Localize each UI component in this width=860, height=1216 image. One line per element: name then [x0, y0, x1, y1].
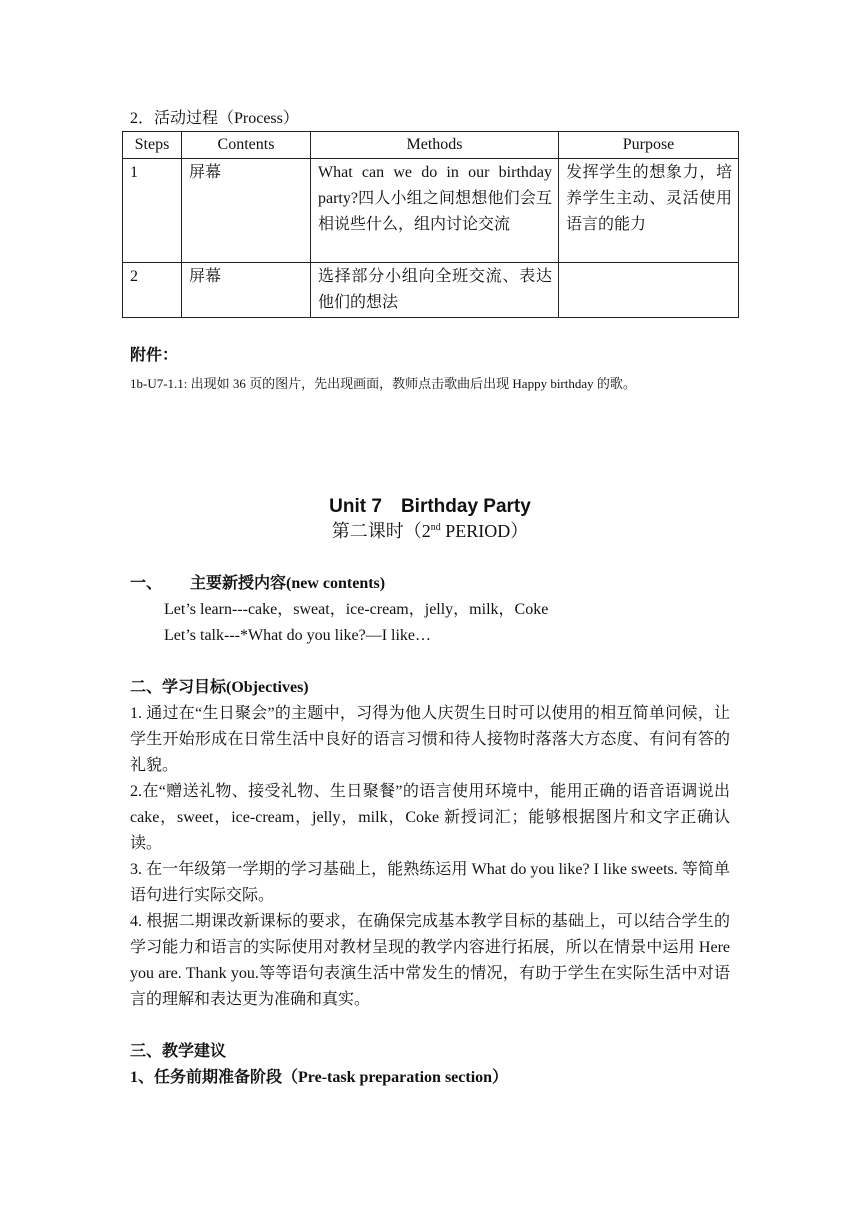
attachment-label: 附件：	[130, 347, 179, 364]
header-steps: Steps	[123, 132, 182, 159]
section1-line: Let’s learn---cake，sweat，ice-cream，jelly，milk，Coke	[164, 601, 549, 618]
cell-purpose: 发挥学生的想象力，培养学生主动、灵活使用语言的能力	[559, 159, 739, 263]
table-header-row	[123, 132, 739, 159]
subtitle-pre: 第二课时（2	[331, 521, 431, 541]
table-row	[123, 159, 739, 263]
header-purpose: Purpose	[559, 132, 739, 159]
objective-item: 3. 在一年级第一学期的学习基础上，能熟练运用 What do you like? I like sweets. 等简单语句进行实际交际。	[130, 861, 730, 904]
objective-item: 4. 根据二期课改新课标的要求，在确保完成基本教学目标的基础上，可以结合学生的学习能力和语言的实际使用对教材呈现的教学内容进行拓展，所以在情景中运用 Here you are. Thank you.等等语句表演生活中常发生的情况，有助于学生在实际生活中对语言的理解和表达更为准确和真实。	[130, 913, 730, 1008]
cell-purpose	[559, 263, 739, 318]
process-heading: 2．活动过程（Process）	[130, 110, 299, 127]
cell-step: 1	[123, 159, 182, 263]
subtitle-sup: nd	[430, 522, 441, 533]
section1-line: Let’s talk---*What do you like?—I like…	[164, 627, 432, 644]
objective-item: 2.在“赠送礼物、接受礼物、生日聚餐”的语言使用环境中，能用正确的语音语调说出 cake，sweet，ice-cream，jelly，milk，Coke 新授词汇；能够根据图片和文字正确认读。	[130, 783, 730, 852]
section3-subheading: 1、任务前期准备阶段（Pre-task preparation section）	[130, 1069, 509, 1086]
section1-heading: 主要新授内容(new contents)	[190, 575, 386, 592]
section3-heading: 三、教学建议	[130, 1043, 227, 1060]
header-methods: Methods	[311, 132, 559, 159]
cell-step: 2	[123, 263, 182, 318]
subtitle-post: PERIOD）	[440, 521, 529, 541]
cell-methods: 选择部分小组向全班交流、表达他们的想法	[311, 263, 559, 318]
unit-title: Unit 7 Birthday Party	[329, 496, 531, 517]
cell-contents: 屏幕	[182, 159, 311, 263]
unit-subtitle	[0, 518, 860, 544]
attachment-text: 1b-U7-1.1: 出现如 36 页的图片，先出现画面，教师点击歌曲后出现 Happy birthday 的歌。	[130, 376, 636, 391]
section2-heading: 二、学习目标(Objectives)	[130, 679, 309, 696]
header-contents: Contents	[182, 132, 311, 159]
process-table	[122, 131, 739, 318]
cell-methods: What can we do in our birthday party?四人小组之间想想他们会互相说些什么，组内讨论交流	[311, 159, 559, 263]
objective-item: 1. 通过在“生日聚会”的主题中，习得为他人庆贺生日时可以使用的相互简单问候，让学生开始形成在日常生活中良好的语言习惯和待人接物时落落大方态度、有问有答的礼貌。	[130, 705, 730, 774]
table-row	[123, 263, 739, 318]
cell-contents: 屏幕	[182, 263, 311, 318]
section1-number: 一、	[130, 575, 163, 592]
